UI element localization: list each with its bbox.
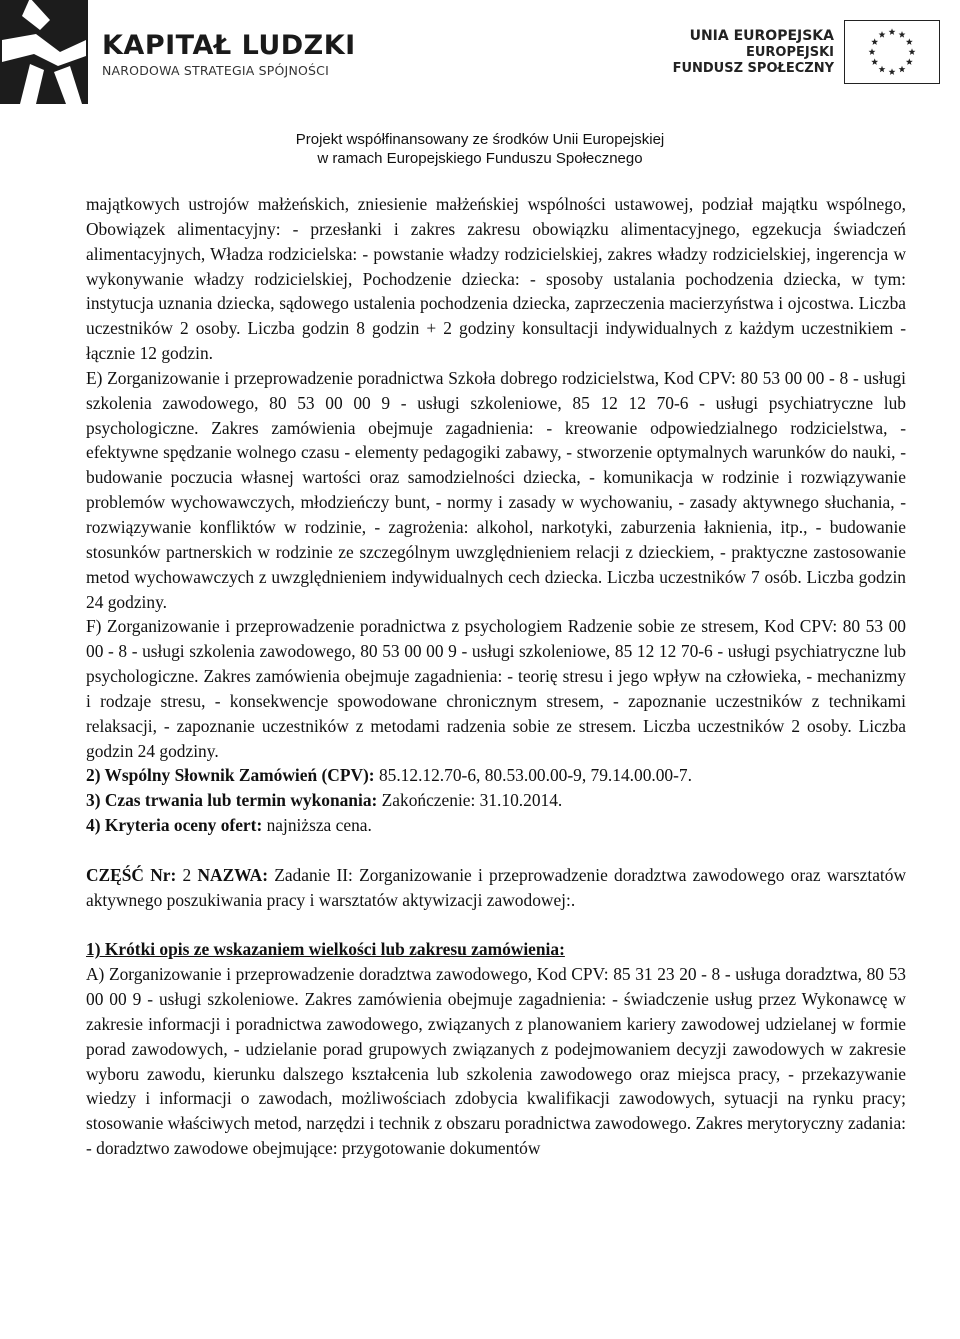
paragraph-family-law: majątkowych ustrojów małżeńskich, zniesienie małżeńskiej wspólności ustawowej, podział majątku wspólnego, Obowiązek alimentacyjny: - przesłanki i zakres zakresu obowiązku alimentacyjnego, egzekucja świadczeń alimentacyjnych, Władza rodzicielska: - powstanie władzy rodzicielskiej, zakres władzy rodzicielskiej, ingerencja w wykonywanie władzy rodzicielskiej, Pochodzenie dziecka: - sposoby ustalania pochodzenia dziecka, w tym: instytucja uznania dziecka, sądowego ustalenia pochodzenia dziecka, zaprzeczenia macierzyństwa i ojcostwa. Liczba uczestników 2 osoby. Liczba godzin 8 godzin + 2 godziny konsultacji indywidualnych z każdym uczestnikiem - łącznie 12 godzin. [86, 194, 906, 364]
section1-heading [86, 937, 906, 962]
part-name-value: Zadanie II: Zorganizowanie i przeprowadzenie doradztwa zawodowego oraz warsztatów aktywnego poszukiwania pracy i warsztatów aktywizacji zawodowej:. [86, 864, 907, 910]
cofinancing-line1: Projekt współfinansowany ze środków Unii Europejskiej [295, 131, 665, 148]
item-criteria-value: najniższa cena. [262, 815, 372, 836]
part-label: CZĘŚĆ Nr: [86, 864, 177, 885]
cofinancing-note [0, 130, 960, 168]
eu-line2: EUROPEJSKI [745, 45, 834, 60]
part-number: 2 [176, 864, 198, 885]
part-heading [86, 863, 906, 913]
document-header [0, 0, 960, 180]
item-cpv [86, 763, 906, 788]
item-duration-label: 3) Czas trwania lub termin wykonania: [86, 790, 378, 811]
paragraph-career-advice: A) Zorganizowanie i przeprowadzenie doradztwa zawodowego, Kod CPV: 85 31 23 20 - 8 - usługa doradztwa, 80 53 00 00 9 - usługi szkoleniowe. Zakres zamówienia obejmuje zagadnienia: - świadczenie usług przez Wykonawcę w zakresie informacji i poradnictwa zawodowego, związanych z planowaniem kariery zawodowej udzielanej w formie porad zawodowych, - udzielanie porad grupowych związanych z podejmowaniem decyzji zawodowych w zakresie wyboru zawodu, kierunku dalszego kształcenia lub szkolenia zawodowego oraz miejsca pracy, - przekazywanie wiedzy i informacji o zawodach, możliwościach zdobycia kwalifikacji zawodowych, sytuacji na rynku pracy; stosowanie właściwych metod, narzędzi i technik z obszaru poradnictwa zawodowego. Zakres merytoryczny zadania: - doradztwo zawodowe obejmujące: przygotowanie dokumentów [86, 964, 906, 1159]
kl-subtitle: NARODOWA STRATEGIA SPÓJNOŚCI [102, 63, 329, 78]
document-body [86, 192, 906, 1161]
item-cpv-value: 85.12.12.70-6, 80.53.00.00-9, 79.14.00.00-7. [374, 765, 692, 786]
spacer [86, 838, 906, 863]
item-duration-value: Zakończenie: 31.10.2014. [377, 790, 563, 811]
spacer [86, 912, 906, 937]
cofinancing-line2: w ramach Europejskiego Funduszu Społecznego [317, 150, 643, 167]
kapital-ludzki-wordmark [102, 30, 356, 80]
kl-title: KAPITAŁ LUDZKI [102, 30, 356, 61]
eu-wordmark [673, 28, 834, 77]
eu-line3: FUNDUSZ SPOŁECZNY [672, 61, 834, 76]
paragraph-stress: F) Zorganizowanie i przeprowadzenie poradnictwa z psychologiem Radzenie sobie ze stresem, Kod CPV: 80 53 00 00 - 8 - usługi szkolenia zawodowego, 80 53 00 00 9 - usługi szkoleniowe, 85 12 12 70-6 - usługi psychiatryczne lub psychologiczne. Zakres zamówienia obejmuje zagadnienia: - teorię stresu i jego wpływ na człowieka, - mechanizmy i rodzaje stresu, - konsekwencje spowodowane chronicznym stresem, - zapoznanie uczestników z technikami relaksacji, - zapoznanie uczestników z metodami radzenia sobie ze stresem. Liczba uczestników 2 osoby. Liczba godzin 24 godziny. [86, 616, 906, 761]
item-criteria [86, 813, 906, 838]
eu-flag-icon [844, 20, 940, 84]
eu-line1: UNIA EUROPEJSKA [689, 28, 834, 44]
item-cpv-label: 2) Wspólny Słownik Zamówień (CPV): [86, 765, 375, 786]
item-criteria-label: 4) Kryteria oceny ofert: [86, 815, 263, 836]
paragraph-good-parenting: E) Zorganizowanie i przeprowadzenie poradnictwa Szkoła dobrego rodzicielstwa, Kod CPV: 80 53 00 00 - 8 - usługi szkolenia zawodowego, 80 53 00 00 9 - usługi szkoleniowe, 85 12 12 70-6 - usługi psychiatryczne lub psychologiczne. Zakres zamówienia obejmuje zagadnienia: - kreowanie odpowiedzialnego rodzicielstwa, - efektywne spędzanie wolnego czasu - elementy pedagogiki zabawy, - stworzenie optymalnych warunków do nauki, - budowanie poczucia własnej wartości oraz samodzielności dziecka, - komunikacja w rodzinie i rozwiązywanie problemów wychowawczych, młodzieńczy bunt, - normy i zasady w wychowaniu, - zasady aktywnego słuchania, - rozwiązywanie konfliktów w rodzinie, - zagrożenia: alkohol, narkotyki, zaburzenia łaknienia, itp., - budowanie stosunków partnerskich w rodzinie ze szczególnym uwzględnieniem relacji z dzieckiem, - praktyczne zastosowanie metod wychowawczych z uwzględnieniem indywidualnych cech dziecka. Liczba uczestników 7 osób. Liczba godzin 24 godziny. [86, 367, 906, 612]
part-name-label: NAZWA: [197, 864, 268, 885]
item-duration [86, 788, 906, 813]
section1-heading-text: 1) Krótki opis ze wskazaniem wielkości lub zakresu zamówienia: [86, 939, 565, 960]
